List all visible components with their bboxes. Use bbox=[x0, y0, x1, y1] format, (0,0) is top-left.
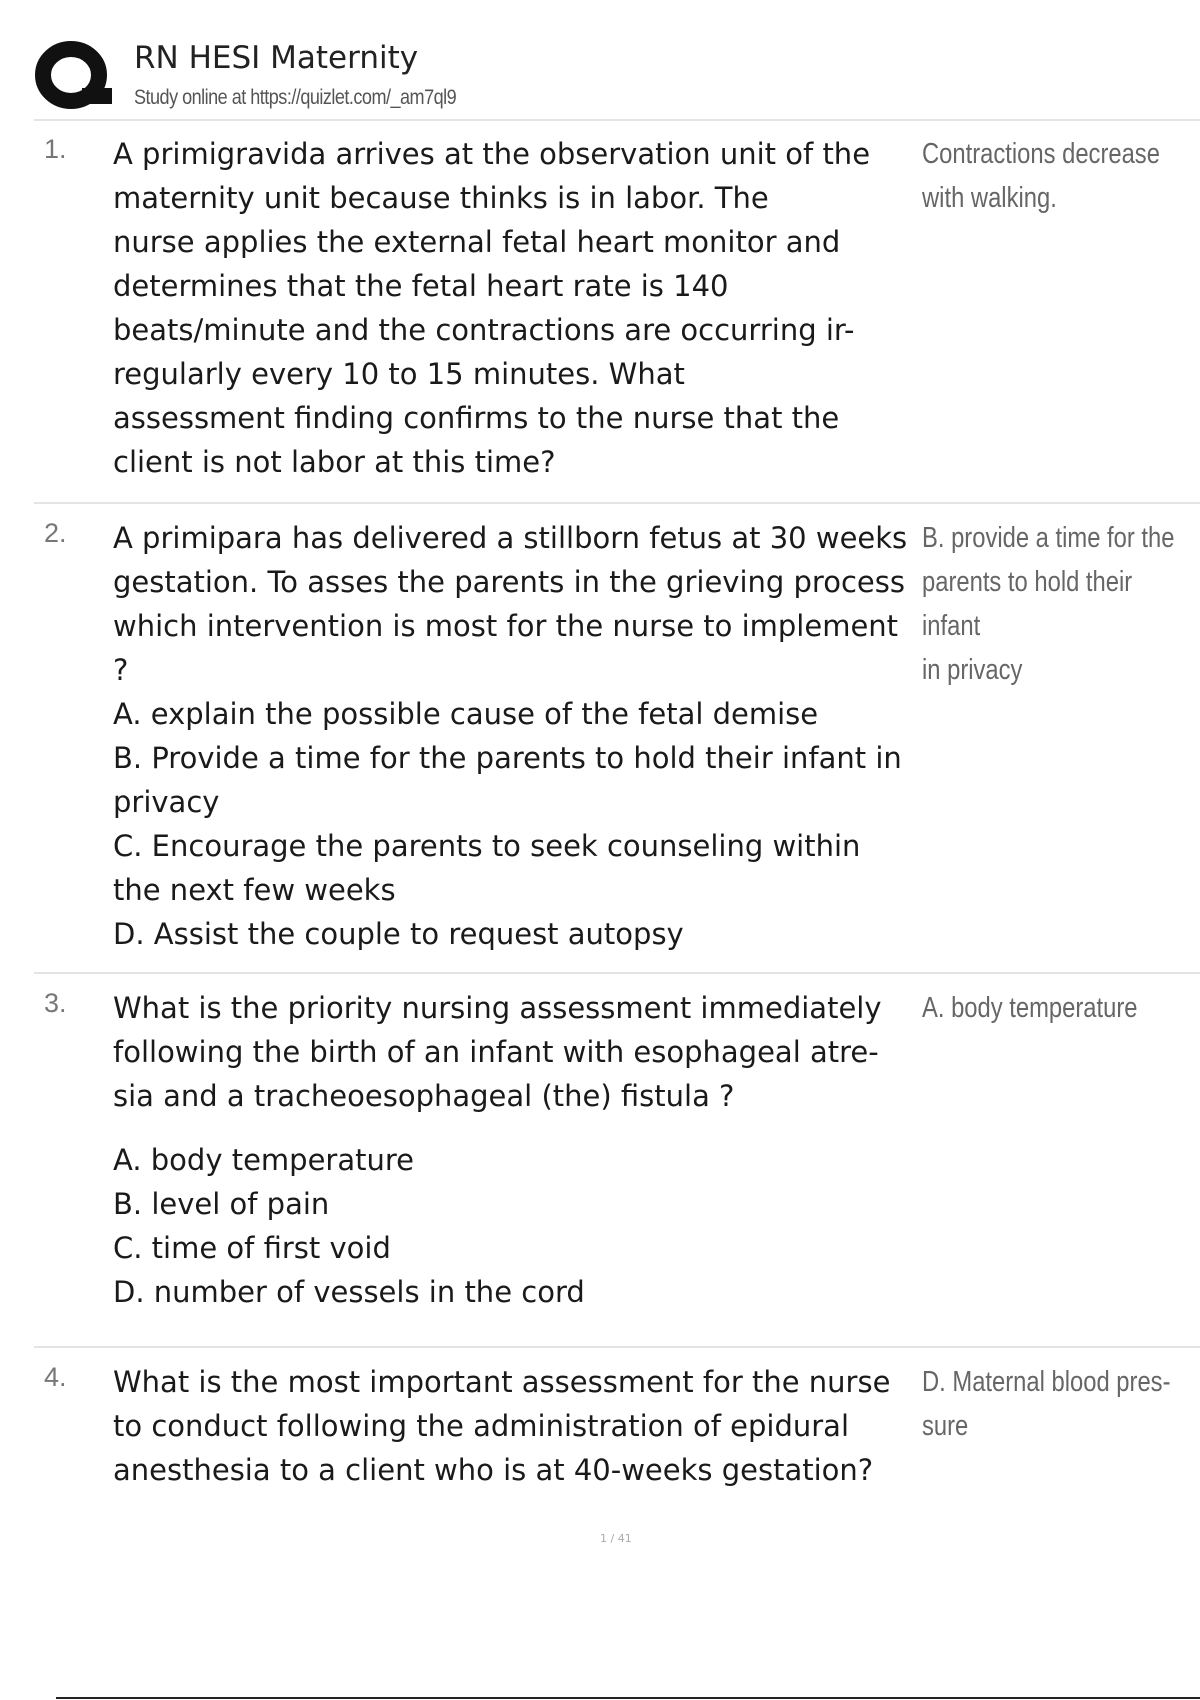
question-line: assessment finding confirms to the nurse that the bbox=[113, 401, 840, 435]
header-divider bbox=[34, 119, 1200, 121]
question-number: 4. bbox=[44, 1362, 67, 1392]
answer-text bbox=[922, 1360, 1193, 1448]
question-line: anesthesia to a client who is at 40-weeks gestation? bbox=[113, 1453, 874, 1487]
question-number: 3. bbox=[44, 988, 67, 1018]
question-text bbox=[113, 516, 923, 956]
option-d: D. number of vessels in the cord bbox=[113, 1275, 585, 1309]
question-line: ? bbox=[113, 653, 129, 687]
page-title: RN HESI Maternity bbox=[134, 40, 419, 76]
quizlet-logo-icon bbox=[34, 38, 112, 116]
question-text bbox=[113, 132, 923, 484]
page-header bbox=[34, 34, 1200, 122]
question-line: nurse applies the external fetal heart monitor and bbox=[113, 225, 841, 259]
question-line: following the birth of an infant with esophageal atre- bbox=[113, 1035, 879, 1069]
answer-text bbox=[922, 516, 1193, 692]
answer-line: Contractions decrease bbox=[922, 138, 1160, 170]
option-b: B. Provide a time for the parents to hold their infant in bbox=[113, 741, 902, 775]
question-divider bbox=[34, 1346, 1200, 1348]
question-divider bbox=[34, 502, 1200, 504]
question-line: maternity unit because thinks is in labor. The bbox=[113, 181, 769, 215]
question-line: sia and a tracheoesophageal (the) fistula ? bbox=[113, 1079, 735, 1113]
question-line: What is the priority nursing assessment immediately bbox=[113, 991, 882, 1025]
question-number: 2. bbox=[44, 518, 67, 548]
study-online-link[interactable]: Study online at https://quizlet.com/_am7ql9 bbox=[134, 86, 457, 109]
question-line: gestation. To asses the parents in the grieving process bbox=[113, 565, 905, 599]
option-a: A. explain the possible cause of the fetal demise bbox=[113, 697, 819, 731]
question-line: to conduct following the administration of epidural bbox=[113, 1409, 850, 1443]
question-line: What is the most important assessment for the nurse bbox=[113, 1365, 891, 1399]
page-number: 1 / 41 bbox=[600, 1532, 632, 1545]
question-line: regularly every 10 to 15 minutes. What bbox=[113, 357, 685, 391]
question-divider bbox=[34, 972, 1200, 974]
question-text bbox=[113, 1360, 923, 1492]
question-line: which intervention is most for the nurse to implement bbox=[113, 609, 899, 643]
question-line: beats/minute and the contractions are occurring ir- bbox=[113, 313, 855, 347]
question-line: A primigravida arrives at the observation unit of the bbox=[113, 137, 871, 171]
answer-line: A. body temperature bbox=[922, 992, 1138, 1024]
question-text bbox=[113, 986, 923, 1314]
answer-line: B. provide a time for the bbox=[922, 522, 1175, 554]
question-line: determines that the fetal heart rate is 140 bbox=[113, 269, 729, 303]
page-bottom-line bbox=[56, 1697, 1200, 1699]
answer-line: in privacy bbox=[922, 654, 1023, 686]
option-c: C. Encourage the parents to seek counseling within bbox=[113, 829, 861, 863]
question-line: client is not labor at this time? bbox=[113, 445, 556, 479]
answer-line: D. Maternal blood pres- bbox=[922, 1366, 1171, 1398]
option-c-continued: the next few weeks bbox=[113, 873, 396, 907]
option-b: B. level of pain bbox=[113, 1187, 330, 1221]
answer-line: sure bbox=[922, 1410, 969, 1442]
answer-line: parents to hold their infant bbox=[922, 566, 1133, 642]
answer-line: with walking. bbox=[922, 182, 1057, 214]
answer-text bbox=[922, 986, 1193, 1030]
option-b-continued: privacy bbox=[113, 785, 220, 819]
question-number: 1. bbox=[44, 134, 67, 164]
option-a: A. body temperature bbox=[113, 1143, 414, 1177]
option-d: D. Assist the couple to request autopsy bbox=[113, 917, 684, 951]
question-line: A primipara has delivered a stillborn fetus at 30 weeks bbox=[113, 521, 908, 555]
option-c: C. time of first void bbox=[113, 1231, 391, 1265]
answer-text bbox=[922, 132, 1193, 220]
